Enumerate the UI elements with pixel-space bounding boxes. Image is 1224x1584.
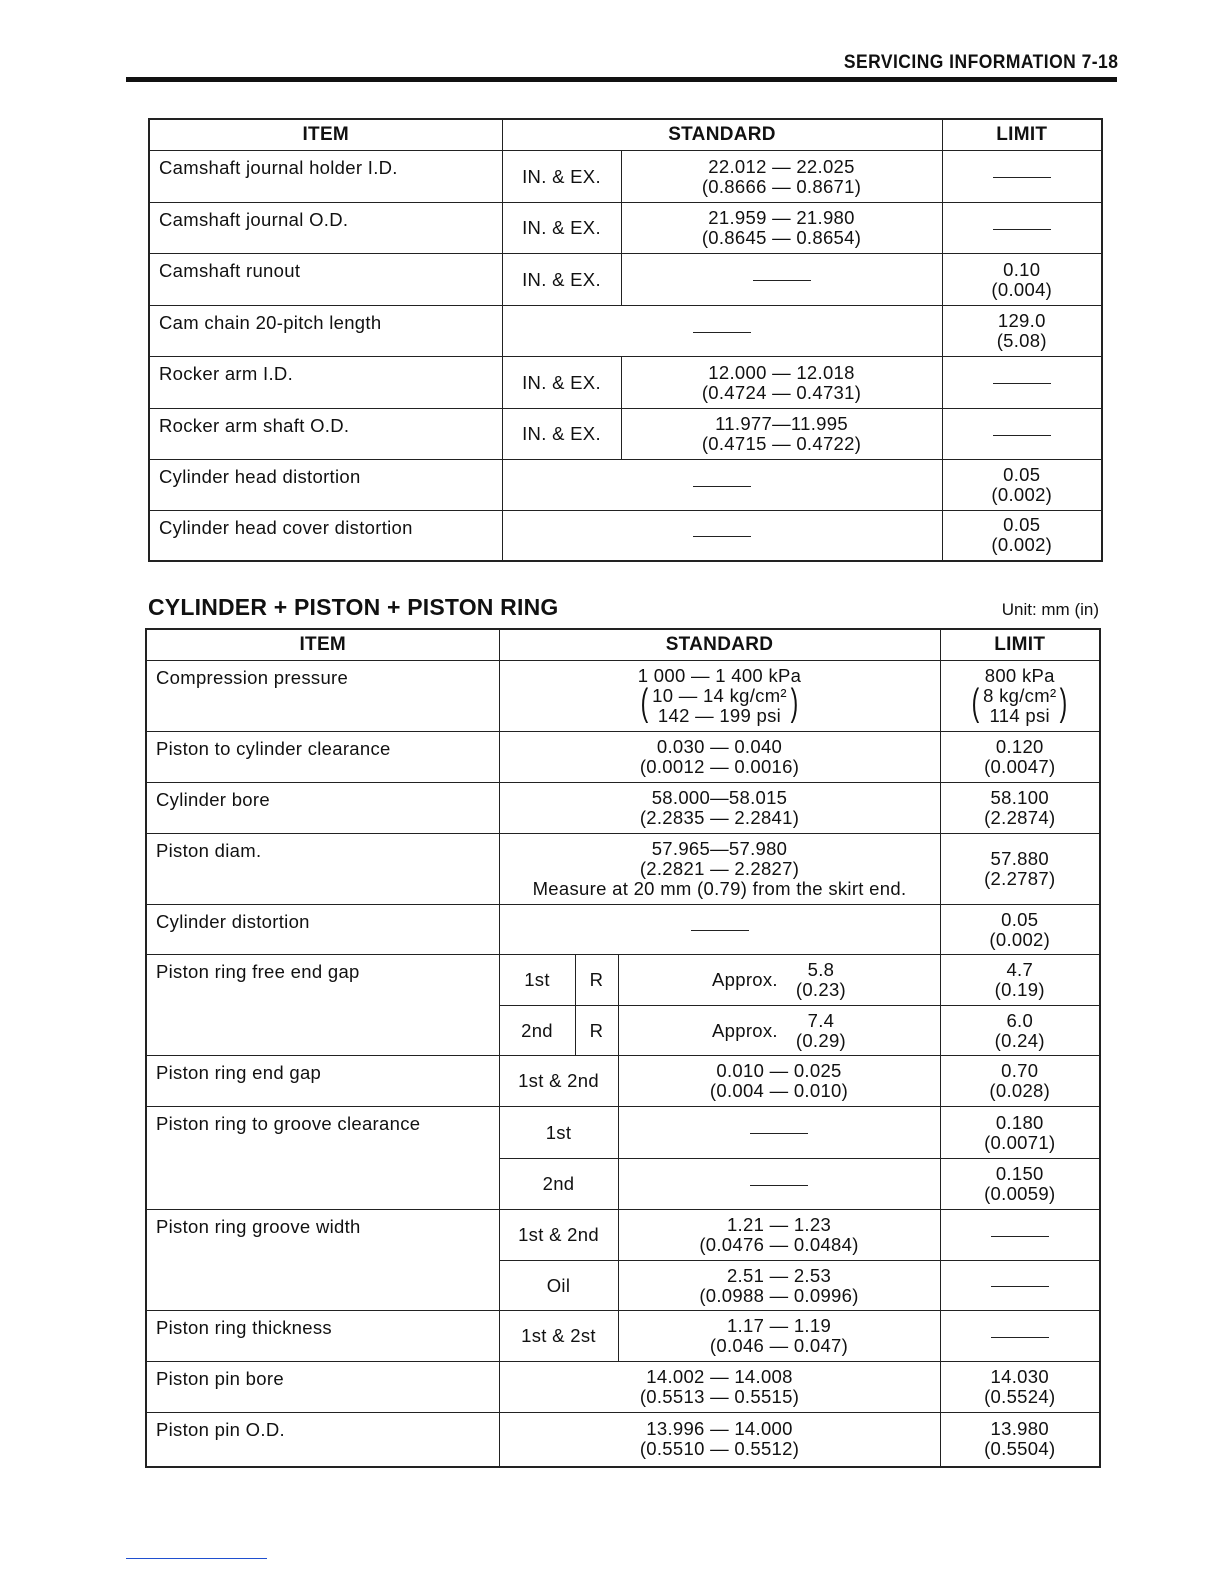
standard-value: 58.000—58.015 (2.2835 — 2.2841): [499, 783, 940, 834]
standard-value: [502, 306, 942, 357]
standard-value: [618, 1159, 940, 1210]
item-label: Cam chain 20-pitch length: [149, 306, 502, 357]
item-label: Piston diam.: [146, 834, 499, 905]
table-row: [146, 1210, 1100, 1261]
limit-value: 0.180 (0.0071): [940, 1107, 1100, 1159]
ring-mark: R: [575, 955, 618, 1006]
table-row: [146, 905, 1100, 955]
limit-value: [940, 1261, 1100, 1311]
standard-value: Approx. 7.4 (0.29): [618, 1006, 940, 1056]
paren-group: ( 10 — 14 kg/cm² 142 — 199 psi ): [642, 686, 797, 726]
standard-value: Approx. 5.8 (0.23): [618, 955, 940, 1006]
item-label: Camshaft runout: [149, 254, 502, 306]
table-row: [149, 511, 1102, 561]
standard-value: [502, 511, 942, 561]
limit-value: 4.7 (0.19): [940, 955, 1100, 1006]
standard-value: [502, 460, 942, 511]
item-label: Piston ring thickness: [146, 1311, 499, 1362]
sub-label: 1st & 2st: [499, 1311, 618, 1362]
limit-value: [940, 1311, 1100, 1362]
table-row: [146, 732, 1100, 783]
standard-value: 0.030 — 0.040 (0.0012 — 0.0016): [499, 732, 940, 783]
limit-value: 14.030 (0.5524): [940, 1362, 1100, 1413]
dash: [991, 1286, 1049, 1287]
item-label: Compression pressure: [146, 661, 499, 732]
dash: [750, 1133, 808, 1134]
item-label: Cylinder distortion: [146, 905, 499, 955]
col-header-item: ITEM: [149, 119, 502, 151]
dash: [993, 383, 1051, 384]
limit-value: 0.05 (0.002): [942, 511, 1102, 561]
dash: [993, 435, 1051, 436]
item-label: Piston ring groove width: [146, 1210, 499, 1311]
table-row: [149, 203, 1102, 254]
table-row: [149, 151, 1102, 203]
item-label: Cylinder bore: [146, 783, 499, 834]
sub-label: IN. & EX.: [502, 203, 621, 254]
header-rule: [126, 77, 1117, 82]
limit-value: 800 kPa ( 8 kg/cm² 114 psi ): [940, 661, 1100, 732]
table-row: [146, 1413, 1100, 1467]
item-label: Camshaft journal holder I.D.: [149, 151, 502, 203]
standard-value: 11.977—11.995 (0.4715 — 0.4722): [621, 409, 942, 460]
sub-label: IN. & EX.: [502, 357, 621, 409]
limit-value: 0.70 (0.028): [940, 1056, 1100, 1107]
page-header-title: SERVICING INFORMATION 7-18: [843, 52, 1118, 73]
col-header-limit: LIMIT: [942, 119, 1102, 151]
limit-value: 0.10 (0.004): [942, 254, 1102, 306]
standard-value: 1 000 — 1 400 kPa ( 10 — 14 kg/cm² 142 — 199 psi ): [499, 661, 940, 732]
table-row: [149, 306, 1102, 357]
table-row: [146, 1056, 1100, 1107]
table-row: [149, 357, 1102, 409]
standard-value: 2.51 — 2.53 (0.0988 — 0.0996): [618, 1261, 940, 1311]
dash: [693, 536, 751, 537]
item-label: Piston ring end gap: [146, 1056, 499, 1107]
standard-value: 57.965—57.980 (2.2821 — 2.2827) Measure at 20 mm (0.79) from the skirt end.: [499, 834, 940, 905]
sub-label: 1st & 2nd: [499, 1210, 618, 1261]
standard-value: [499, 905, 940, 955]
sub-label: IN. & EX.: [502, 409, 621, 460]
table-row: [146, 783, 1100, 834]
limit-value: [942, 203, 1102, 254]
limit-value: 129.0 (5.08): [942, 306, 1102, 357]
table-row: [149, 254, 1102, 306]
standard-value: 1.21 — 1.23 (0.0476 — 0.0484): [618, 1210, 940, 1261]
item-label: Piston ring free end gap: [146, 955, 499, 1056]
limit-value: [940, 1210, 1100, 1261]
col-header-item: ITEM: [146, 629, 499, 661]
footer-link-line: [126, 1558, 267, 1559]
table-row: [149, 460, 1102, 511]
standard-value: [621, 254, 942, 306]
limit-value: 57.880 (2.2787): [940, 834, 1100, 905]
col-header-standard: STANDARD: [499, 629, 940, 661]
paren-group: ( 8 kg/cm² 114 psi ): [973, 686, 1066, 726]
item-label: Piston pin bore: [146, 1362, 499, 1413]
dash: [991, 1337, 1049, 1338]
dash: [691, 930, 749, 931]
standard-value: 22.012 — 22.025 (0.8666 — 0.8671): [621, 151, 942, 203]
standard-value: 21.959 — 21.980 (0.8645 — 0.8654): [621, 203, 942, 254]
table-row: [146, 955, 1100, 1006]
dash: [991, 1236, 1049, 1237]
limit-value: 0.120 (0.0047): [940, 732, 1100, 783]
unit-label: Unit: mm (in): [1001, 600, 1099, 619]
dash: [993, 229, 1051, 230]
ring-mark: R: [575, 1006, 618, 1056]
sub-label: 2nd: [499, 1159, 618, 1210]
limit-value: 6.0 (0.24): [940, 1006, 1100, 1056]
item-label: Piston ring to groove clearance: [146, 1107, 499, 1210]
item-label: Rocker arm shaft O.D.: [149, 409, 502, 460]
limit-value: 0.05 (0.002): [942, 460, 1102, 511]
limit-value: 58.100 (2.2874): [940, 783, 1100, 834]
limit-value: [942, 357, 1102, 409]
limit-value: [942, 409, 1102, 460]
standard-value: 13.996 — 14.000 (0.5510 — 0.5512): [499, 1413, 940, 1467]
limit-value: 0.05 (0.002): [940, 905, 1100, 955]
cylinder-piston-spec-table: [145, 628, 1101, 1468]
table-row: [146, 1362, 1100, 1413]
camshaft-spec-table: [148, 118, 1103, 562]
item-label: Camshaft journal O.D.: [149, 203, 502, 254]
ring-label: 1st: [499, 955, 575, 1006]
limit-value: 13.980 (0.5504): [940, 1413, 1100, 1467]
ring-label: 2nd: [499, 1006, 575, 1056]
sub-label: Oil: [499, 1261, 618, 1311]
limit-value: [942, 151, 1102, 203]
section-title: CYLINDER + PISTON + PISTON RING: [148, 594, 559, 620]
dash: [753, 280, 811, 281]
item-label: Piston to cylinder clearance: [146, 732, 499, 783]
dash: [693, 486, 751, 487]
sub-label: 1st: [499, 1107, 618, 1159]
standard-value: 0.010 — 0.025 (0.004 — 0.010): [618, 1056, 940, 1107]
standard-value: 14.002 — 14.008 (0.5513 — 0.5515): [499, 1362, 940, 1413]
item-label: Piston pin O.D.: [146, 1413, 499, 1467]
dash: [750, 1185, 808, 1186]
col-header-standard: STANDARD: [502, 119, 942, 151]
table-row: [146, 834, 1100, 905]
dash: [993, 177, 1051, 178]
table-row: [149, 409, 1102, 460]
standard-value: 1.17 — 1.19 (0.046 — 0.047): [618, 1311, 940, 1362]
table-row: [146, 1107, 1100, 1159]
standard-value: [618, 1107, 940, 1159]
item-label: Cylinder head cover distortion: [149, 511, 502, 561]
limit-value: 0.150 (0.0059): [940, 1159, 1100, 1210]
item-label: Cylinder head distortion: [149, 460, 502, 511]
table-row: [146, 1311, 1100, 1362]
sub-label: IN. & EX.: [502, 254, 621, 306]
standard-value: 12.000 — 12.018 (0.4724 — 0.4731): [621, 357, 942, 409]
item-label: Rocker arm I.D.: [149, 357, 502, 409]
sub-label: IN. & EX.: [502, 151, 621, 203]
table-row: [146, 661, 1100, 732]
sub-label: 1st & 2nd: [499, 1056, 618, 1107]
dash: [693, 332, 751, 333]
col-header-limit: LIMIT: [940, 629, 1100, 661]
